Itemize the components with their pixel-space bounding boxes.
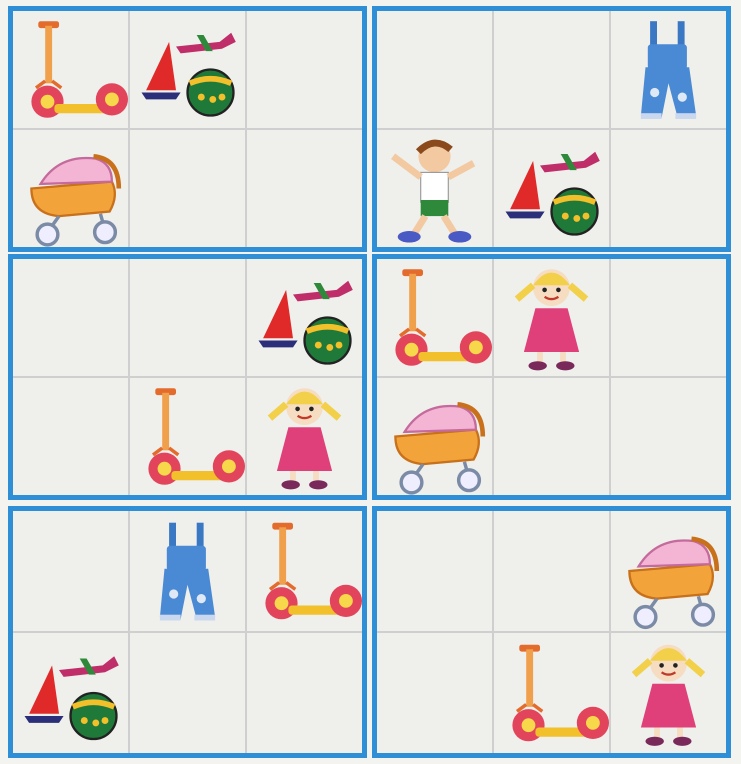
- grid-cell[interactable]: [13, 11, 128, 128]
- overalls-icon: [130, 511, 245, 631]
- grid-cell[interactable]: [494, 130, 609, 247]
- grid-cell[interactable]: [247, 633, 362, 753]
- doll-icon: [247, 378, 362, 495]
- grid-cell[interactable]: [247, 378, 362, 495]
- scooter-icon: [130, 378, 245, 495]
- grid-cell[interactable]: [13, 633, 128, 753]
- scooter-icon: [247, 511, 362, 631]
- stroller-icon: [611, 511, 726, 631]
- grid-cell[interactable]: [247, 130, 362, 247]
- grid-cell[interactable]: [130, 378, 245, 495]
- overalls-icon: [611, 11, 726, 128]
- grid-cell[interactable]: [377, 130, 492, 247]
- grid-cell[interactable]: [13, 378, 128, 495]
- stroller-icon: [377, 378, 492, 495]
- grid-cell[interactable]: [611, 259, 726, 376]
- grid-cell[interactable]: [13, 130, 128, 247]
- sudoku-block: [8, 506, 367, 758]
- grid-cell[interactable]: [130, 130, 245, 247]
- grid-cell[interactable]: [130, 633, 245, 753]
- stroller-icon: [13, 130, 128, 247]
- grid-cell[interactable]: [494, 11, 609, 128]
- sudoku-block: [372, 506, 731, 758]
- grid-cell[interactable]: [611, 633, 726, 753]
- grid-cell[interactable]: [377, 511, 492, 631]
- toy-set-icon: [494, 130, 609, 247]
- grid-cell[interactable]: [611, 511, 726, 631]
- grid-cell[interactable]: [247, 11, 362, 128]
- scooter-icon: [13, 11, 128, 128]
- grid-cell[interactable]: [494, 378, 609, 495]
- grid-cell[interactable]: [611, 130, 726, 247]
- toy-set-icon: [247, 259, 362, 376]
- grid-cell[interactable]: [130, 11, 245, 128]
- grid-cell[interactable]: [13, 259, 128, 376]
- grid-cell[interactable]: [494, 633, 609, 753]
- grid-cell[interactable]: [130, 259, 245, 376]
- toy-set-icon: [13, 633, 128, 753]
- grid-cell[interactable]: [247, 511, 362, 631]
- grid-cell[interactable]: [247, 259, 362, 376]
- doll-icon: [611, 633, 726, 753]
- grid-cell[interactable]: [13, 511, 128, 631]
- grid-cell[interactable]: [130, 511, 245, 631]
- sudoku-block: [8, 254, 367, 500]
- scooter-icon: [377, 259, 492, 376]
- sudoku-block: [372, 254, 731, 500]
- sudoku-block: [372, 6, 731, 252]
- grid-cell[interactable]: [611, 11, 726, 128]
- grid-cell[interactable]: [377, 378, 492, 495]
- grid-cell[interactable]: [611, 378, 726, 495]
- grid-cell[interactable]: [494, 511, 609, 631]
- grid-cell[interactable]: [377, 11, 492, 128]
- grid-cell[interactable]: [377, 633, 492, 753]
- boy-icon: [377, 130, 492, 247]
- grid-cell[interactable]: [377, 259, 492, 376]
- doll-icon: [494, 259, 609, 376]
- scooter-icon: [494, 633, 609, 753]
- grid-cell[interactable]: [494, 259, 609, 376]
- toy-set-icon: [130, 11, 245, 128]
- sudoku-block: [8, 6, 367, 252]
